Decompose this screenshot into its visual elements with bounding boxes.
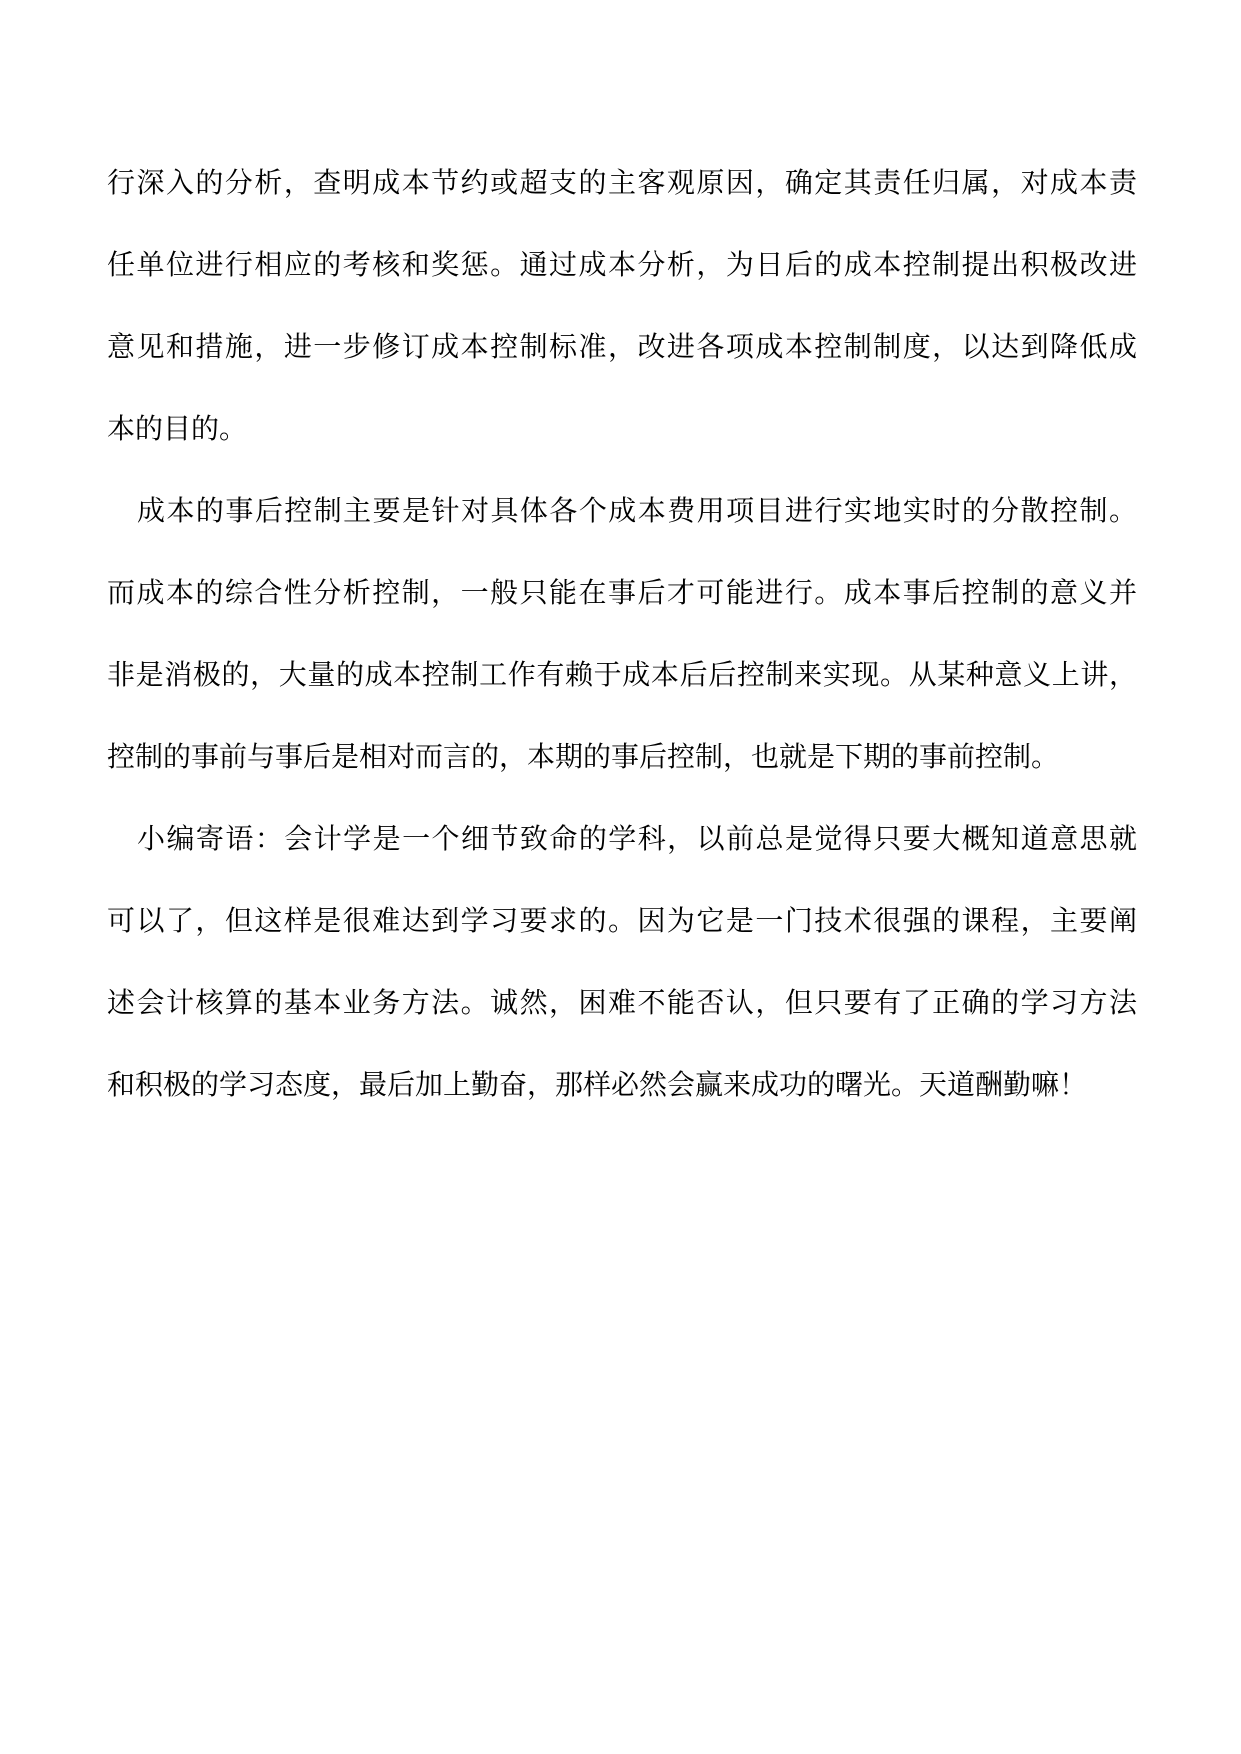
text-line: 可以了，但这样是很难达到学习要求的。因为它是一门技术很强的课程，主要阐 bbox=[107, 906, 1137, 937]
text-line: 而成本的综合性分析控制，一般只能在事后才可能进行。成本事后控制的意义并 bbox=[107, 578, 1137, 609]
text-line: 述会计核算的基本业务方法。诚然，困难不能否认，但只要有了正确的学习方法 bbox=[107, 988, 1137, 1019]
text-line: 和积极的学习态度，最后加上勤奋，那样必然会赢来成功的曙光。天道酬勤嘛！ bbox=[107, 1070, 1088, 1101]
body-text bbox=[107, 168, 1137, 1152]
text-line: 成本的事后控制主要是针对具体各个成本费用项目进行实地实时的分散控制。 bbox=[137, 496, 1137, 527]
paragraph-post-control bbox=[107, 496, 1137, 824]
paragraph-cost-analysis bbox=[107, 168, 1137, 496]
text-line: 控制的事前与事后是相对而言的，本期的事后控制，也就是下期的事前控制。 bbox=[107, 742, 1060, 773]
text-line: 行深入的分析，查明成本节约或超支的主客观原因，确定其责任归属，对成本责 bbox=[107, 168, 1137, 199]
paragraph-editor-note bbox=[107, 824, 1137, 1152]
text-line: 任单位进行相应的考核和奖惩。通过成本分析，为日后的成本控制提出积极改进 bbox=[107, 250, 1137, 281]
text-line: 本的目的。 bbox=[107, 414, 248, 445]
text-line: 非是消极的，大量的成本控制工作有赖于成本后后控制来实现。从某种意义上讲， bbox=[107, 660, 1137, 691]
text-line: 意见和措施，进一步修订成本控制标准，改进各项成本控制制度，以达到降低成 bbox=[107, 332, 1137, 363]
text-line: 小编寄语：会计学是一个细节致命的学科，以前总是觉得只要大概知道意思就 bbox=[137, 824, 1137, 855]
